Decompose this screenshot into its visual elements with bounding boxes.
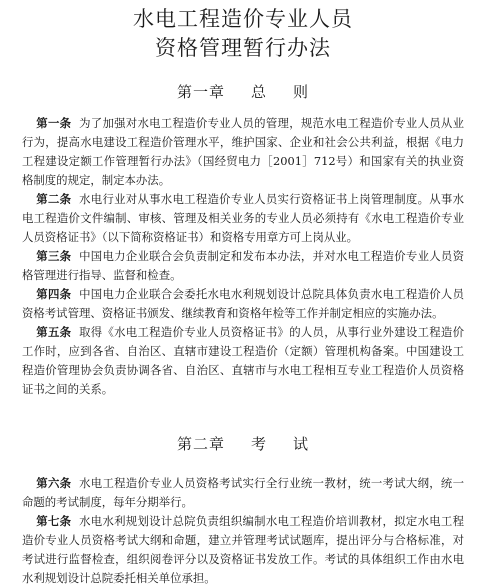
article-text: 中国电力企业联合会负责制定和发布本办法，并对水电工程造价专业人员资格管理进行指导、监督和检查。 <box>22 249 464 282</box>
chapter-name-char1: 总 <box>250 83 267 101</box>
document-title-line1: 水电工程造价专业人员 <box>133 7 353 31</box>
article-paragraph <box>22 285 464 323</box>
article-text: 取得《水电工程造价专业人员资格证书》的人员，从事行业外建设工程造价工作时，应到各省、自治区、直辖市建设工程造价（定额）管理机构备案。中国建设工程造价管理协会负责协调各省、自治区、直辖市与水电工程相互专业工程造价人员资格证书之间的关系。 <box>22 325 464 396</box>
article-number: 第七条 <box>36 514 72 528</box>
article-text: 水电水利规划设计总院负责组织编制水电工程造价培训教材，拟定水电工程造价专业人员资格考试大纲和命题，建立并管理考试试题库，提出评分与合格标准，对考试进行监督检查，组织阅卷评分以及资格证书发放工作。考试的具体组织工作由水电水利规划设计总院委托相关单位承担。 <box>22 514 464 585</box>
article-number: 第四条 <box>36 287 72 301</box>
article-paragraph <box>22 247 464 285</box>
article-paragraph <box>22 474 464 512</box>
article-text: 中国电力企业联合会委托水电水利规划设计总院具体负责水电工程造价人员资格考试管理、资格证书颁发、继续教育和资格年检等工作并制定相应的实施办法。 <box>22 287 464 320</box>
article-text: 为了加强对水电工程造价专业人员的管理，规范水电工程造价专业人员从业行为，提高水电建设工程造价管理水平，维护国家、企业和社会公共利益，根据《电力工程建设定额工作管理暂行办法》（国经贸电力［2001］712号）和国家有关的执业资格制度的规定，制定本办法。 <box>22 116 464 187</box>
chapter-number: 第二章 <box>176 435 225 453</box>
article-paragraph <box>22 190 464 247</box>
article-number: 第六条 <box>36 476 72 490</box>
article-number: 第五条 <box>36 325 72 339</box>
chapter-1-articles <box>22 114 464 399</box>
chapter-heading-2 <box>22 433 464 454</box>
chapter-2-articles <box>22 474 464 588</box>
article-paragraph <box>22 512 464 588</box>
article-paragraph <box>22 323 464 399</box>
chapter-heading-1 <box>22 81 464 102</box>
article-text: 水电行业对从事水电工程造价专业人员实行资格证书上岗管理制度。从事水电工程造价文件编制、审核、管理及相关业务的专业人员必须持有《水电工程造价专业人员资格证书》（以下简称资格证书）和资格专用章方可上岗从业。 <box>22 192 464 244</box>
article-number: 第三条 <box>36 249 72 263</box>
chapter-name-char2: 试 <box>293 435 310 453</box>
chapter-name-char2: 则 <box>293 83 310 101</box>
document-title-line2: 资格管理暂行办法 <box>155 36 331 60</box>
article-number: 第一条 <box>36 116 72 130</box>
chapter-number: 第一章 <box>176 83 225 101</box>
article-paragraph <box>22 114 464 190</box>
article-text: 水电工程造价专业人员资格考试实行全行业统一教材，统一考试大纲，统一命题的考试制度，每年分期举行。 <box>22 476 464 509</box>
chapter-name-char1: 考 <box>250 435 267 453</box>
article-number: 第二条 <box>36 192 72 206</box>
